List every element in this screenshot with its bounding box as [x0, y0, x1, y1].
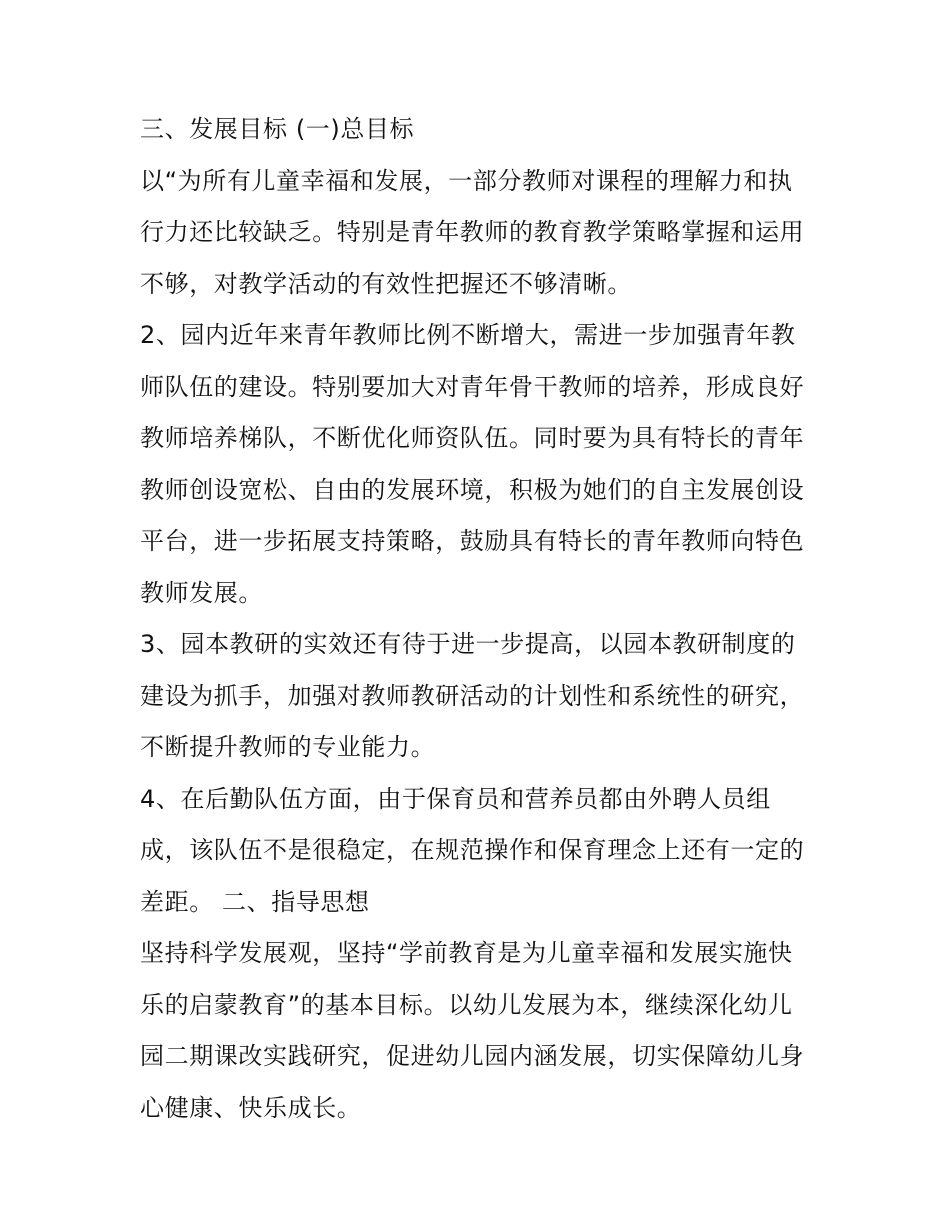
- text-line: 教师培养梯队，不断优化师资队伍。同时要为具有特长的青年: [140, 424, 805, 452]
- text-line: 园二期课改实践研究，促进幼儿园内涵发展，切实保障幼儿身: [140, 1042, 805, 1070]
- text-line: 教师发展。: [140, 578, 263, 607]
- text-line-heading: 三、发展目标 (一)总目标: [140, 115, 415, 143]
- text-line: 教师创设宽松、自由的发展环境，积极为她们的自主发展创设: [140, 475, 805, 504]
- text-line: 建设为抓手，加强对教师教研活动的计划性和系统性的研究，: [140, 681, 805, 710]
- text-line: 不够，对教学活动的有效性把握还不够清晰。: [140, 269, 632, 298]
- document-body: [140, 110, 820, 1140]
- text-line: 不断提升教师的专业能力。: [140, 733, 436, 761]
- text-line: 以“为所有儿童幸福和发展，一部分教师对课程的理解力和执: [140, 166, 793, 195]
- text-line: 乐的启蒙教育”的基本目标。以幼儿发展为本，继续深化幼儿: [140, 990, 793, 1019]
- text-line: 4、在后勤队伍方面，由于保育员和营养员都由外聘人员组: [140, 784, 771, 813]
- text-line: 3、园本教研的实效还有待于进一步提高，以园本教研制度的: [140, 630, 796, 658]
- text-line: 师队伍的建设。特别要加大对青年骨干教师的培养，形成良好: [140, 372, 805, 401]
- text-line: 2、园内近年来青年教师比例不断增大，需进一步加强青年教: [140, 321, 796, 349]
- text-line: 心健康、快乐成长。: [140, 1093, 362, 1122]
- text-line: 成，该队伍不是很稳定，在规范操作和保育理念上还有一定的: [140, 836, 805, 864]
- text-line: 行力还比较缺乏。特别是青年教师的教育教学策略掌握和运用: [140, 218, 805, 246]
- text-line: 差距。 二、指导思想: [140, 887, 370, 916]
- text-line: 坚持科学发展观，坚持“学前教育是为儿童幸福和发展实施快: [140, 939, 793, 967]
- text-line: 平台，进一步拓展支持策略，鼓励具有特长的青年教师向特色: [140, 527, 805, 555]
